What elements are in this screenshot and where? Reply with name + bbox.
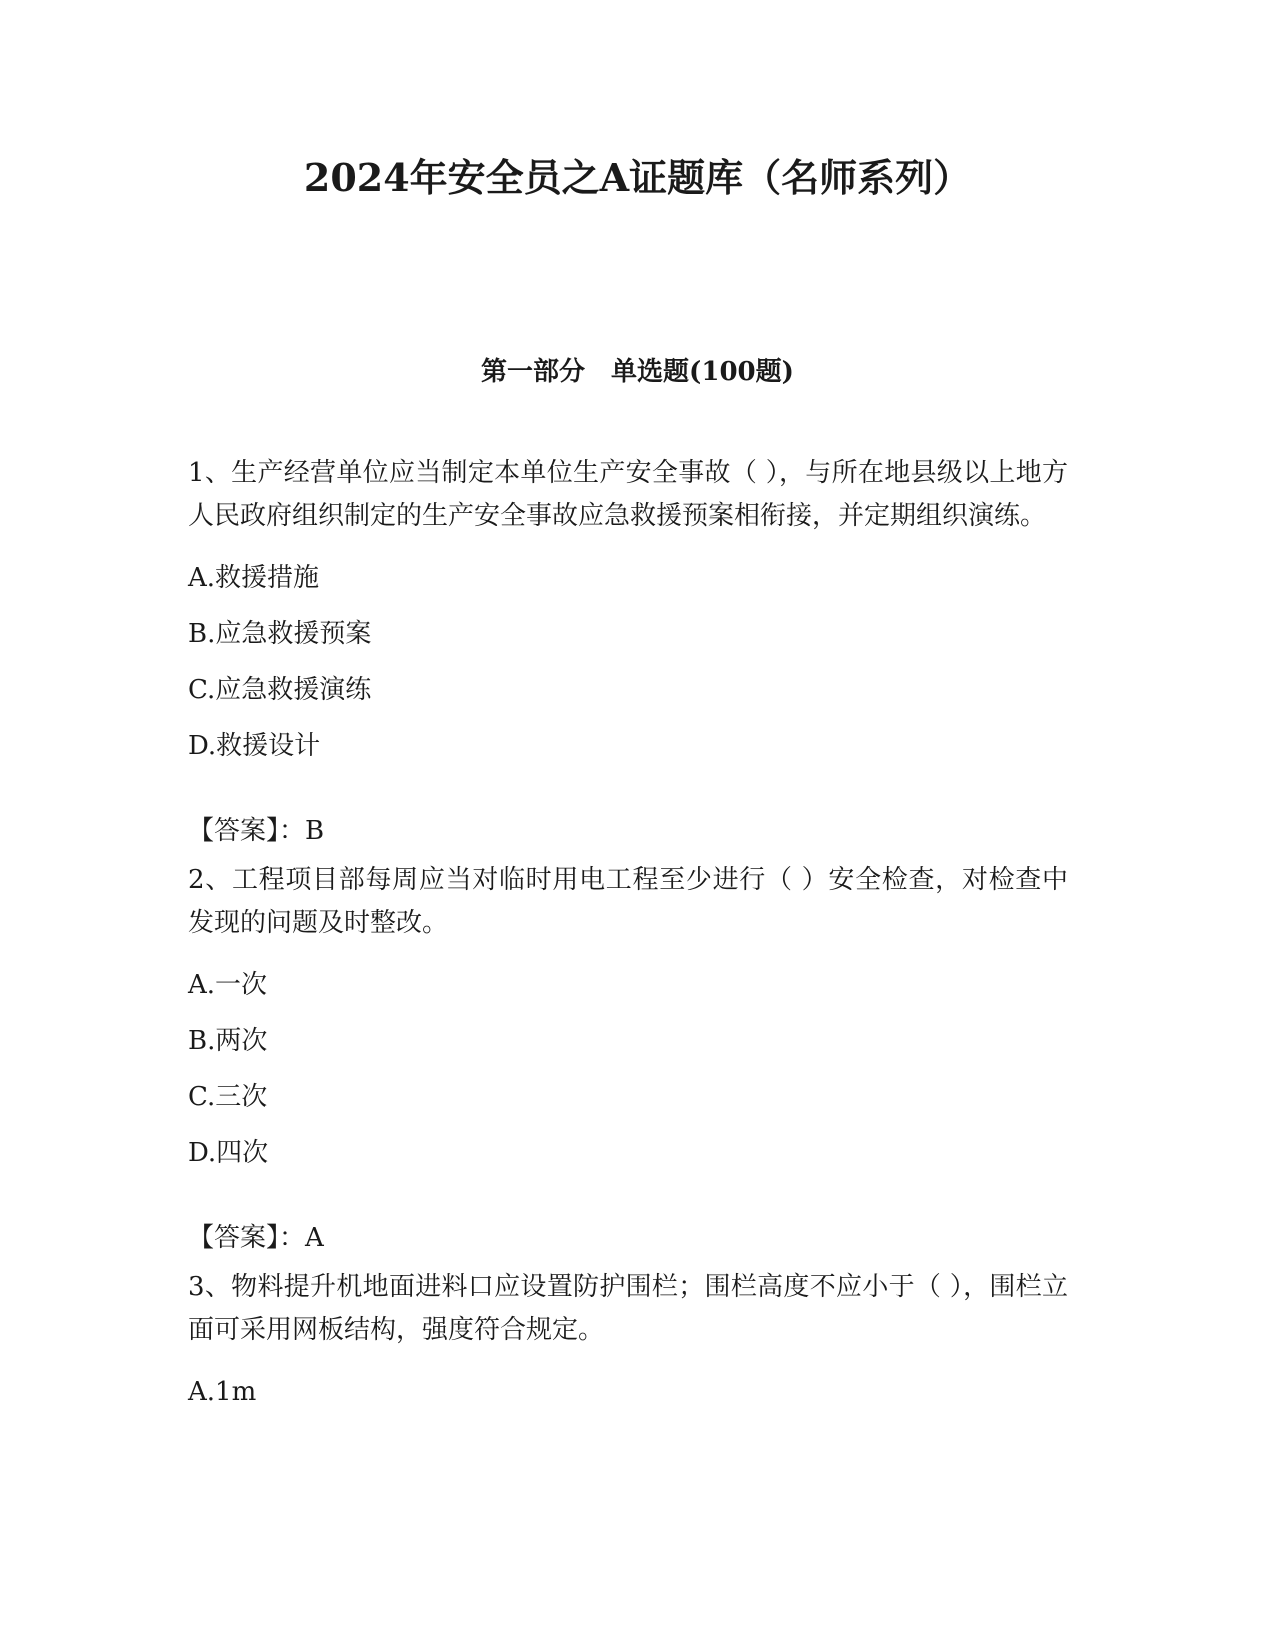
option-a: A.救援措施	[188, 563, 320, 593]
option-list	[188, 550, 1068, 774]
section-title: 第一部分 单选题(100题)	[481, 357, 794, 387]
option-list	[188, 1364, 1068, 1420]
option-a: A.1m	[188, 1377, 257, 1407]
document-title: 2024年安全员之A证题库（名师系列）	[303, 155, 972, 200]
question-1	[188, 452, 1068, 859]
option-d: D.四次	[188, 1138, 269, 1168]
option-c: C.三次	[188, 1082, 268, 1112]
option-c: C.应急救援演练	[188, 675, 372, 705]
answer-label: 【答案】：B	[188, 816, 325, 846]
option-d: D.救援设计	[188, 731, 321, 761]
answer-label: 【答案】：A	[188, 1223, 324, 1253]
question-list	[188, 452, 1068, 1420]
option-b: B.应急救援预案	[188, 619, 372, 649]
question-stem: 1、生产经营单位应当制定本单位生产安全事故（ ），与所在地县级以上地方人民政府组织制定的生产安全事故应急救援预案相衔接，并定期组织演练。	[188, 458, 1068, 531]
question-3	[188, 1266, 1068, 1420]
question-2	[188, 859, 1068, 1266]
option-list	[188, 957, 1068, 1181]
option-b: B.两次	[188, 1026, 268, 1056]
option-a: A.一次	[188, 970, 268, 1000]
question-stem: 3、物料提升机地面进料口应设置防护围栏；围栏高度不应小于（ ），围栏立面可采用网板结构，强度符合规定。	[188, 1272, 1068, 1345]
question-stem: 2、工程项目部每周应当对临时用电工程至少进行（ ）安全检查，对检查中发现的问题及时整改。	[188, 865, 1068, 938]
